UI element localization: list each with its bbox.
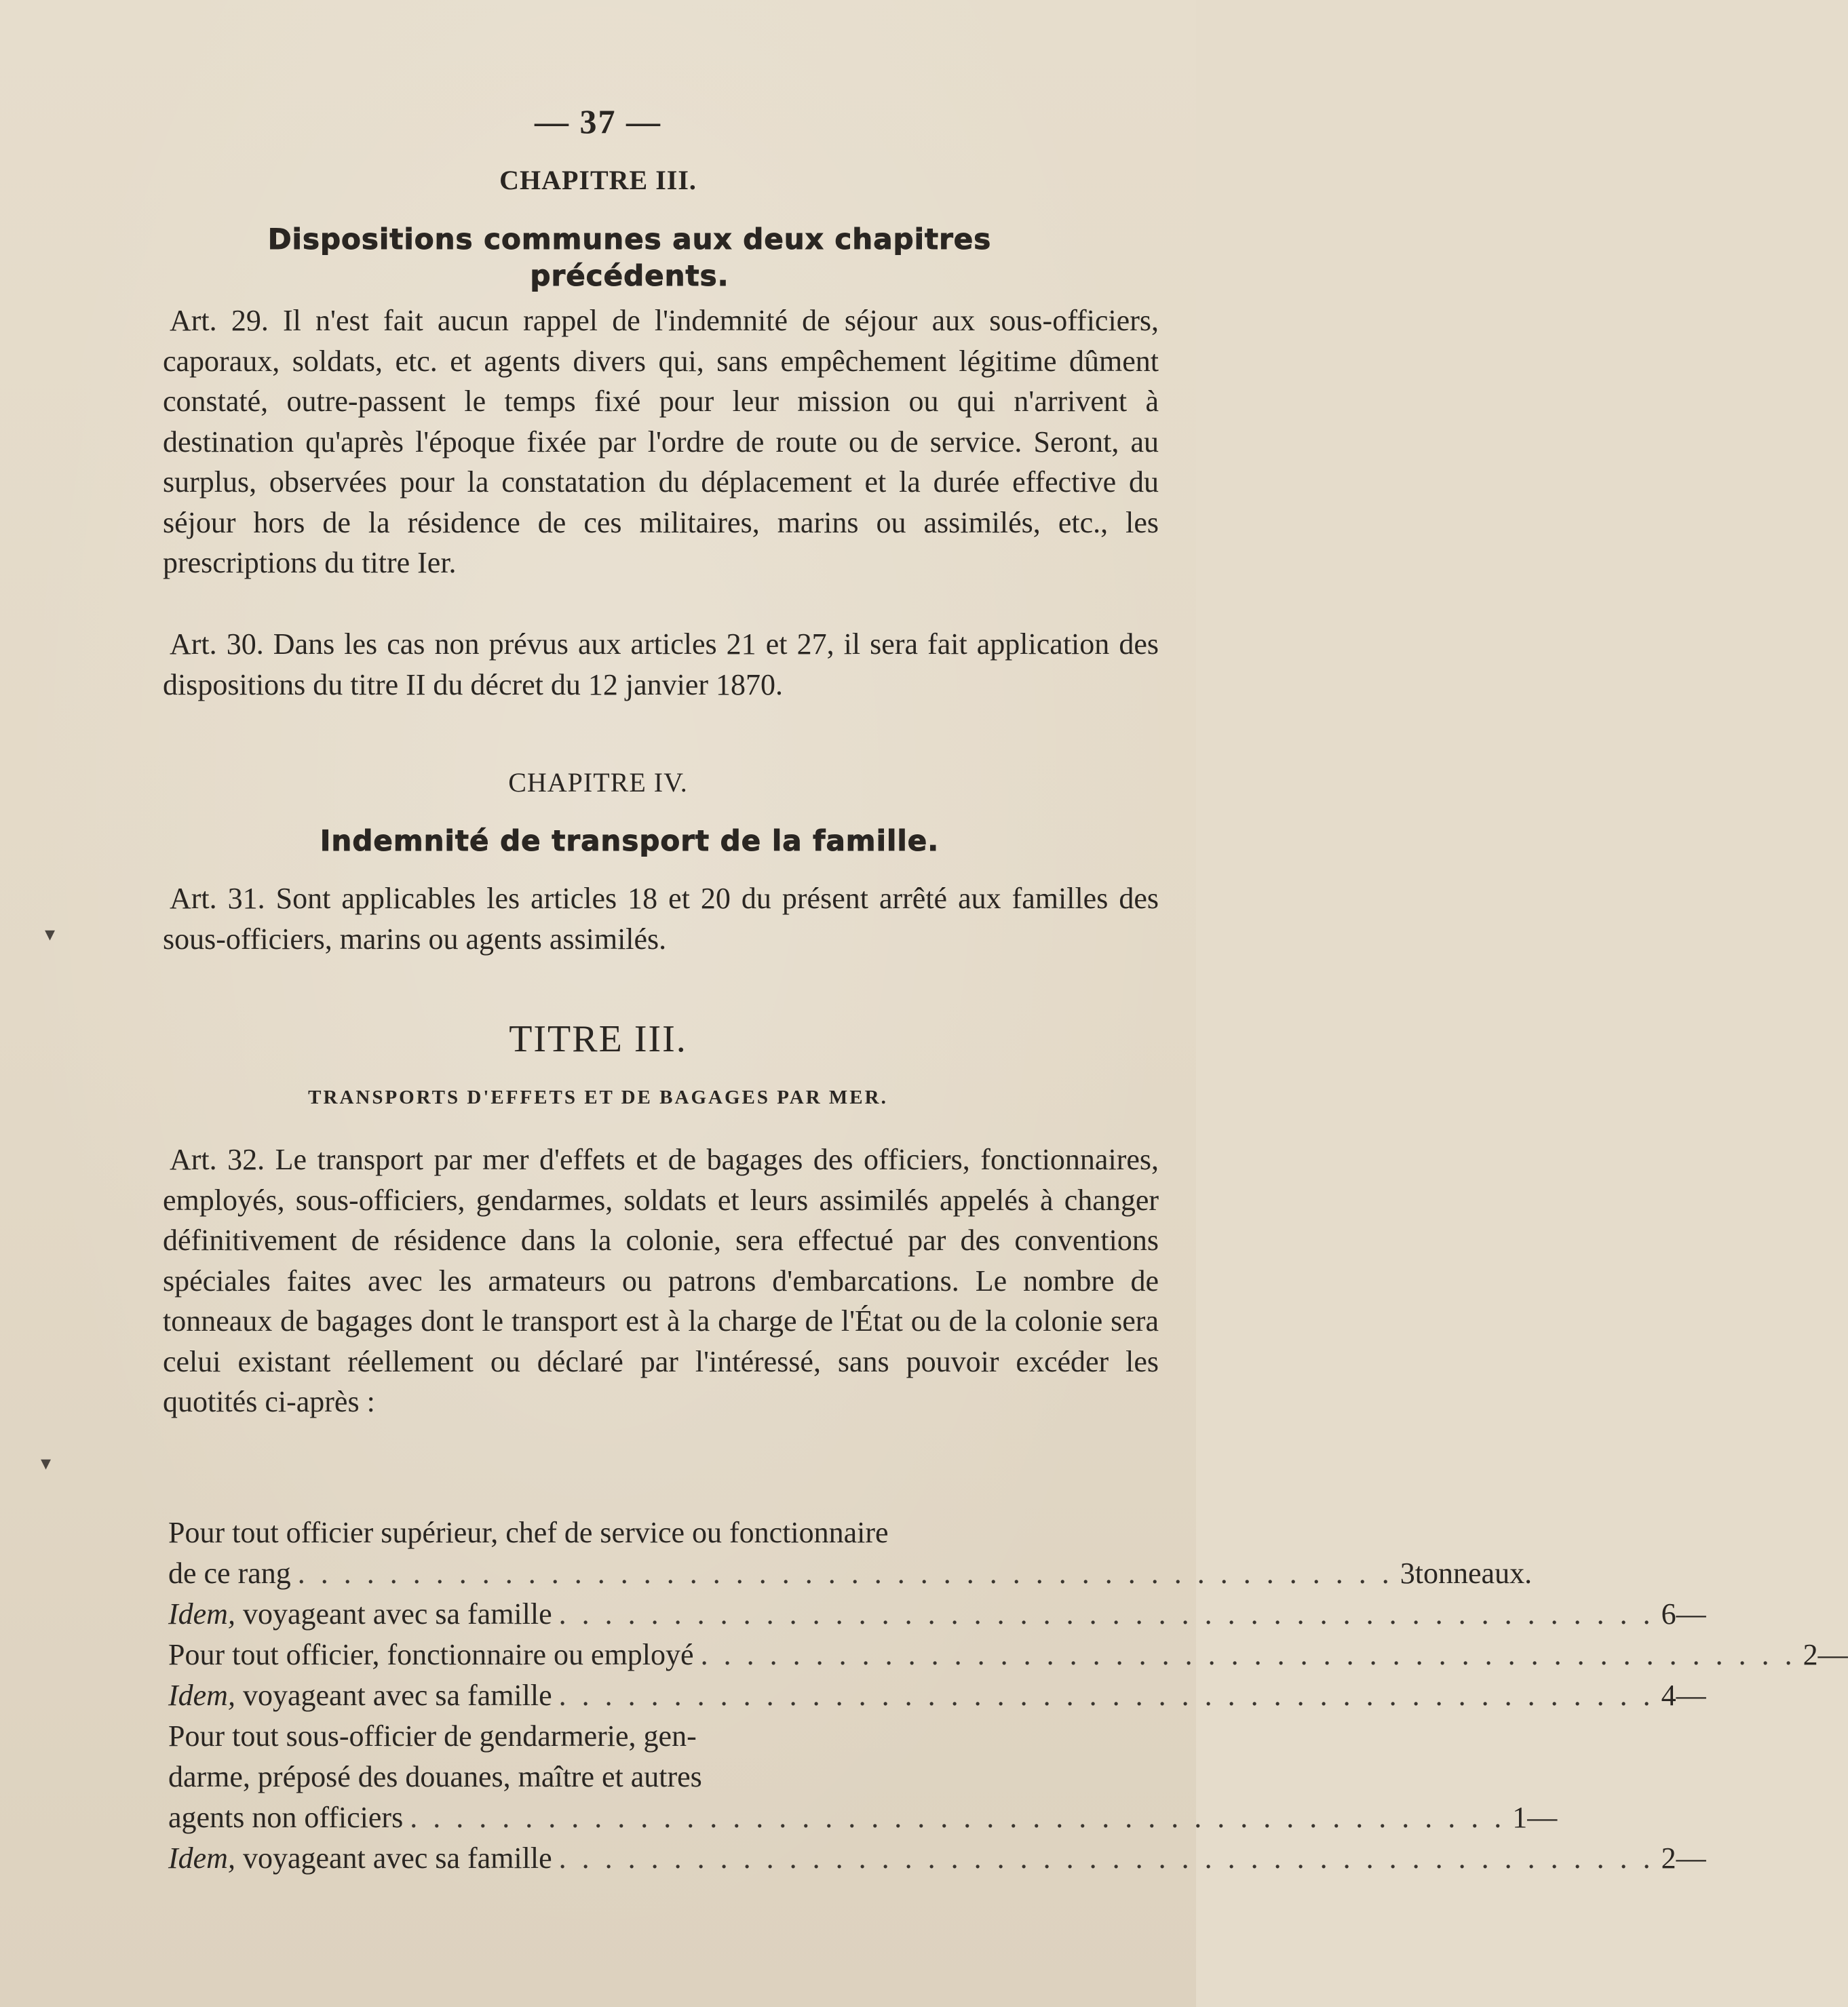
table-row5-qty: 1	[1512, 1801, 1528, 1834]
table-row6-unit: —	[1676, 1842, 1706, 1875]
leader-dots: . . . . . . . . . . . . . . . . . . . . . . . . . . . . . . . . . . . . . . . . . . . . . . . .	[700, 1638, 1796, 1671]
chapitre-4-heading: CHAPITRE IV.	[508, 767, 688, 798]
article-31	[163, 878, 1159, 959]
table-row1-line1: Pour tout officier supérieur, chef de service ou fonctionnaire	[168, 1516, 889, 1549]
table-row-2	[168, 1594, 1706, 1635]
article-29-text: Art. 29. Il n'est fait aucun rappel de l'indemnité de séjour aux sous-officiers, caporaux, soldats, etc. et agents divers qui, sans empêchement légitime dûment constaté, outre-passent le temps fixé pour leur mission ou qui n'arrivent à destination qu'après l'époque fixée par l'ordre de route ou de service. Seront, au surplus, observées pour la constatation du déplacement et la durée effective du séjour hors de la résidence de ces militaires, marins ou assimilés, etc., les prescriptions du titre Ier.	[163, 304, 1159, 579]
table-row5-label: agents non officiers	[168, 1801, 404, 1834]
chapitre-4-title: Indemnité de transport de la famille.	[320, 824, 940, 857]
table-row4-idem: Idem,	[168, 1679, 235, 1712]
margin-check-mark: ▾	[41, 1452, 52, 1475]
leader-dots: . . . . . . . . . . . . . . . . . . . . . . . . . . . . . . . . . . . . . . . . . . . . . . . .	[558, 1679, 1655, 1712]
table-row2-qty: 6	[1661, 1597, 1676, 1631]
table-row1-label: de ce rang	[168, 1557, 291, 1590]
leader-dots: . . . . . . . . . . . . . . . . . . . . . . . . . . . . . . . . . . . . . . . . . . . . . . . .	[297, 1557, 1393, 1590]
table-row1-unit: tonneaux.	[1414, 1557, 1533, 1590]
table-row2-idem: Idem,	[168, 1597, 235, 1631]
table-row5-unit: —	[1527, 1801, 1558, 1834]
page-number: — 37 —	[535, 102, 661, 140]
leader-dots: . . . . . . . . . . . . . . . . . . . . . . . . . . . . . . . . . . . . . . . . . . . . . . . .	[558, 1842, 1655, 1875]
titre-3-heading: TITRE III.	[509, 1018, 687, 1060]
table-row2-unit: —	[1676, 1597, 1706, 1631]
chapitre-3-title-line2: précédents.	[530, 259, 729, 292]
table-row5-line2: darme, préposé des douanes, maître et autres	[168, 1760, 702, 1793]
article-30-text: Art. 30. Dans les cas non prévus aux articles 21 et 27, il sera fait application des dispositions du titre II du décret du 12 janvier 1870.	[163, 627, 1159, 701]
table-row4-unit: —	[1676, 1679, 1706, 1712]
article-31-text: Art. 31. Sont applicables les articles 18 et 20 du présent arrêté aux familles des sous-officiers, marins ou agents assimilés.	[163, 882, 1159, 956]
leader-dots: . . . . . . . . . . . . . . . . . . . . . . . . . . . . . . . . . . . . . . . . . . . . . . . .	[410, 1801, 1506, 1834]
leader-dots: . . . . . . . . . . . . . . . . . . . . . . . . . . . . . . . . . . . . . . . . . . . . . . . .	[558, 1597, 1655, 1631]
table-row-5	[168, 1797, 1558, 1838]
table-row4-qty: 4	[1661, 1679, 1676, 1712]
chapitre-3-heading: CHAPITRE III.	[499, 165, 697, 195]
article-32-text: Art. 32. Le transport par mer d'effets et de bagages des officiers, fonctionnaires, employés, sous-officiers, gendarmes, soldats et leurs assimilés appelés à changer définitivement de résidence dans la colonie, sera effectué par des conventions spéciales faites avec les armateurs ou patrons d'embarcations. Le nombre de tonneaux de bagages dont le transport est à la charge de l'État ou de la colonie sera celui existant réellement ou déclaré par l'intéressé, sans pouvoir excéder les quotités ci-après :	[163, 1143, 1159, 1418]
table-row-4	[168, 1675, 1706, 1716]
titre-3-subheading: TRANSPORTS D'EFFETS ET DE BAGAGES PAR MER.	[308, 1087, 888, 1108]
table-row2-label: voyageant avec sa famille	[242, 1597, 552, 1631]
table-row-3	[168, 1635, 1848, 1675]
table-row3-unit: —	[1817, 1638, 1848, 1671]
article-30	[163, 624, 1159, 705]
table-row6-qty: 2	[1661, 1842, 1676, 1875]
margin-check-mark: ▾	[45, 923, 56, 946]
table-row1-qty: 3	[1400, 1557, 1415, 1590]
article-29	[163, 300, 1159, 583]
article-32	[163, 1139, 1159, 1422]
table-row6-label: voyageant avec sa famille	[242, 1842, 552, 1875]
table-row3-qty: 2	[1803, 1638, 1818, 1671]
table-row-6	[168, 1838, 1706, 1879]
table-row6-idem: Idem,	[168, 1842, 235, 1875]
table-row-1	[168, 1553, 1533, 1594]
table-row5-line1: Pour tout sous-officier de gendarmerie, gen-	[168, 1719, 697, 1753]
chapitre-3-title-line1: Dispositions communes aux deux chapitres	[267, 222, 992, 256]
table-row4-label: voyageant avec sa famille	[242, 1679, 552, 1712]
table-row3-label: Pour tout officier, fonctionnaire ou employé	[168, 1638, 694, 1671]
